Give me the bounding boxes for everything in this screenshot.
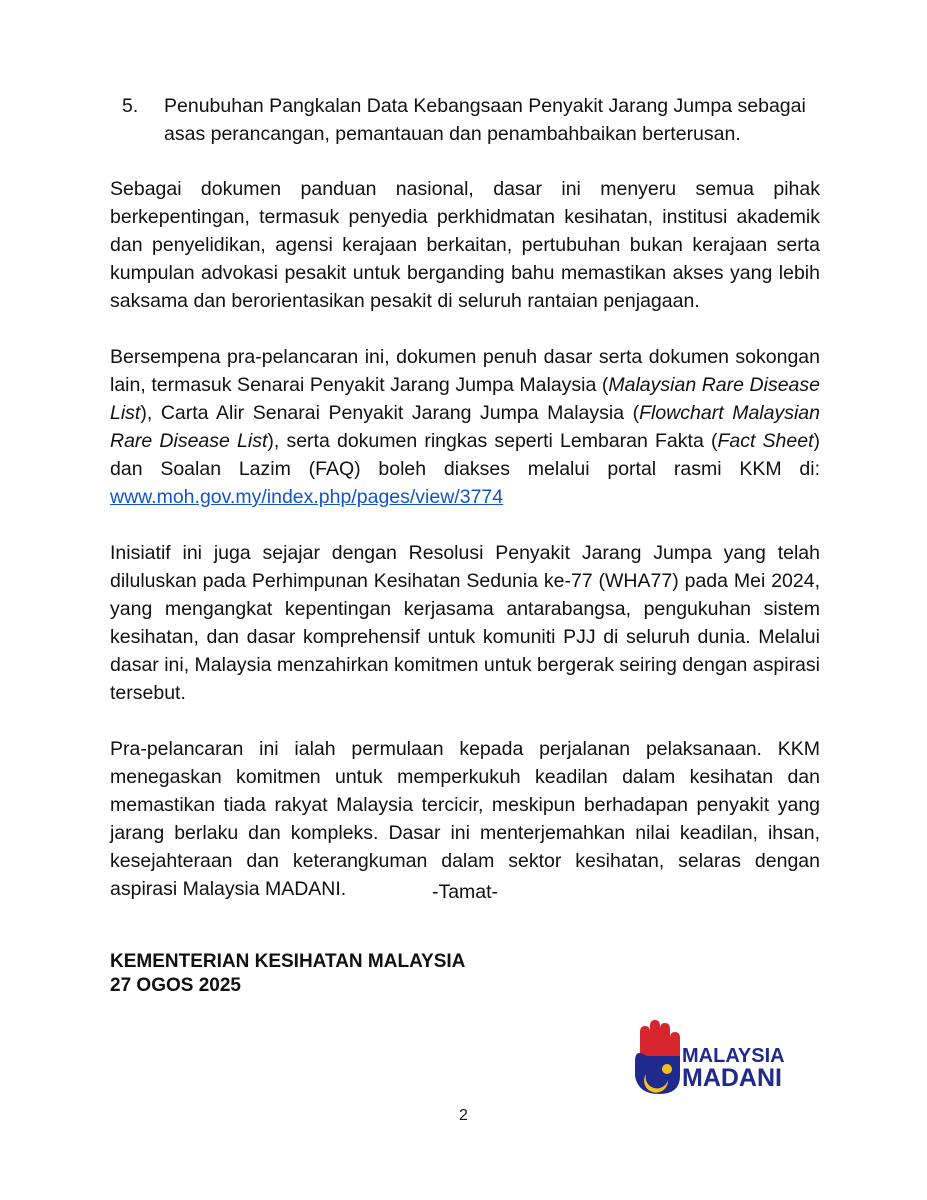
list-item xyxy=(110,92,820,148)
paragraph-text: ), serta dokumen ringkas seperti Lembaran Fakta ( xyxy=(267,430,718,452)
paragraph-wha77-resolution: Inisiatif ini juga sejajar dengan Resolusi Penyakit Jarang Jumpa yang telah diluluskan pada Perhimpunan Kesihatan Sedunia ke-77 (WHA77) pada Mei 2024, yang mengangkat kepentingan kerjasama antarabangsa, pengukuhan sistem kesihatan, dan dasar komprehensif untuk komuniti PJJ di seluruh dunia. Melalui dasar ini, Malaysia menzahirkan komitmen untuk bergerak seiring dengan aspirasi tersebut. xyxy=(110,542,820,704)
italic-term: Fact Sheet xyxy=(717,430,814,452)
italic-term: Malaysian Rare Disease List xyxy=(110,374,820,424)
list-item-number: 5. xyxy=(122,95,139,117)
list-item-text: Penubuhan Pangkalan Data Kebangsaan Penyakit Jarang Jumpa sebagai asas perancangan, pemantauan dan penambahbaikan berterusan. xyxy=(164,95,806,145)
logo-text-madani: MADANI xyxy=(682,1064,782,1092)
signature-block xyxy=(110,950,465,998)
paragraph-text: ) dan Soalan Lazim (FAQ) boleh diakses melalui portal rasmi KKM di: xyxy=(110,430,820,480)
italic-term: Flowchart Malaysian Rare Disease List xyxy=(110,402,820,452)
paragraph-text: Bersempena pra-pelancaran ini, dokumen penuh dasar serta dokumen sokongan lain, termasuk Senarai Penyakit Jarang Jumpa Malaysia ( xyxy=(110,346,820,396)
document-body xyxy=(110,92,820,931)
logo-wordmark xyxy=(682,1046,785,1091)
paragraph-text: ), Carta Alir Senarai Penyakit Jarang Jumpa Malaysia ( xyxy=(140,402,640,424)
moh-portal-link[interactable]: www.moh.gov.my/index.php/pages/view/3774 xyxy=(110,486,504,508)
ministry-name: KEMENTERIAN KESIHATAN MALAYSIA xyxy=(110,951,466,972)
paragraph-call-to-action: Sebagai dokumen panduan nasional, dasar ini menyeru semua pihak berkepentingan, termasuk penyedia perkhidmatan kesihatan, institusi akademik dan penyelidikan, agensi kerajaan berkaitan, pertubuhan bukan kerajaan serta kumpulan advokasi pesakit untuk berganding bahu memastikan akses yang lebih saksama dan berorientasikan pesakit di seluruh rantaian penjagaan. xyxy=(110,178,820,312)
end-mark: -Tamat- xyxy=(431,881,499,903)
page-number: 2 xyxy=(459,1107,468,1124)
paragraph-pre-launch: Pra-pelancaran ini ialah permulaan kepada perjalanan pelaksanaan. KKM menegaskan komitmen untuk memperkukuh keadilan dalam kesihatan dan memastikan tiada rakyat Malaysia tercicir, meskipun berhadapan penyakit yang jarang berlaku dan kompleks. Dasar ini menterjemahkan nilai keadilan, ihsan, kesejahteraan dan keterangkuman dalam sektor kesihatan, selaras dengan aspirasi Malaysia MADANI. xyxy=(110,738,820,900)
madani-emblem-icon xyxy=(630,1018,690,1098)
logo-text-malaysia: MALAYSIA xyxy=(682,1045,785,1067)
document-date: 27 OGOS 2025 xyxy=(110,975,241,996)
paragraph-document-access xyxy=(110,343,820,511)
